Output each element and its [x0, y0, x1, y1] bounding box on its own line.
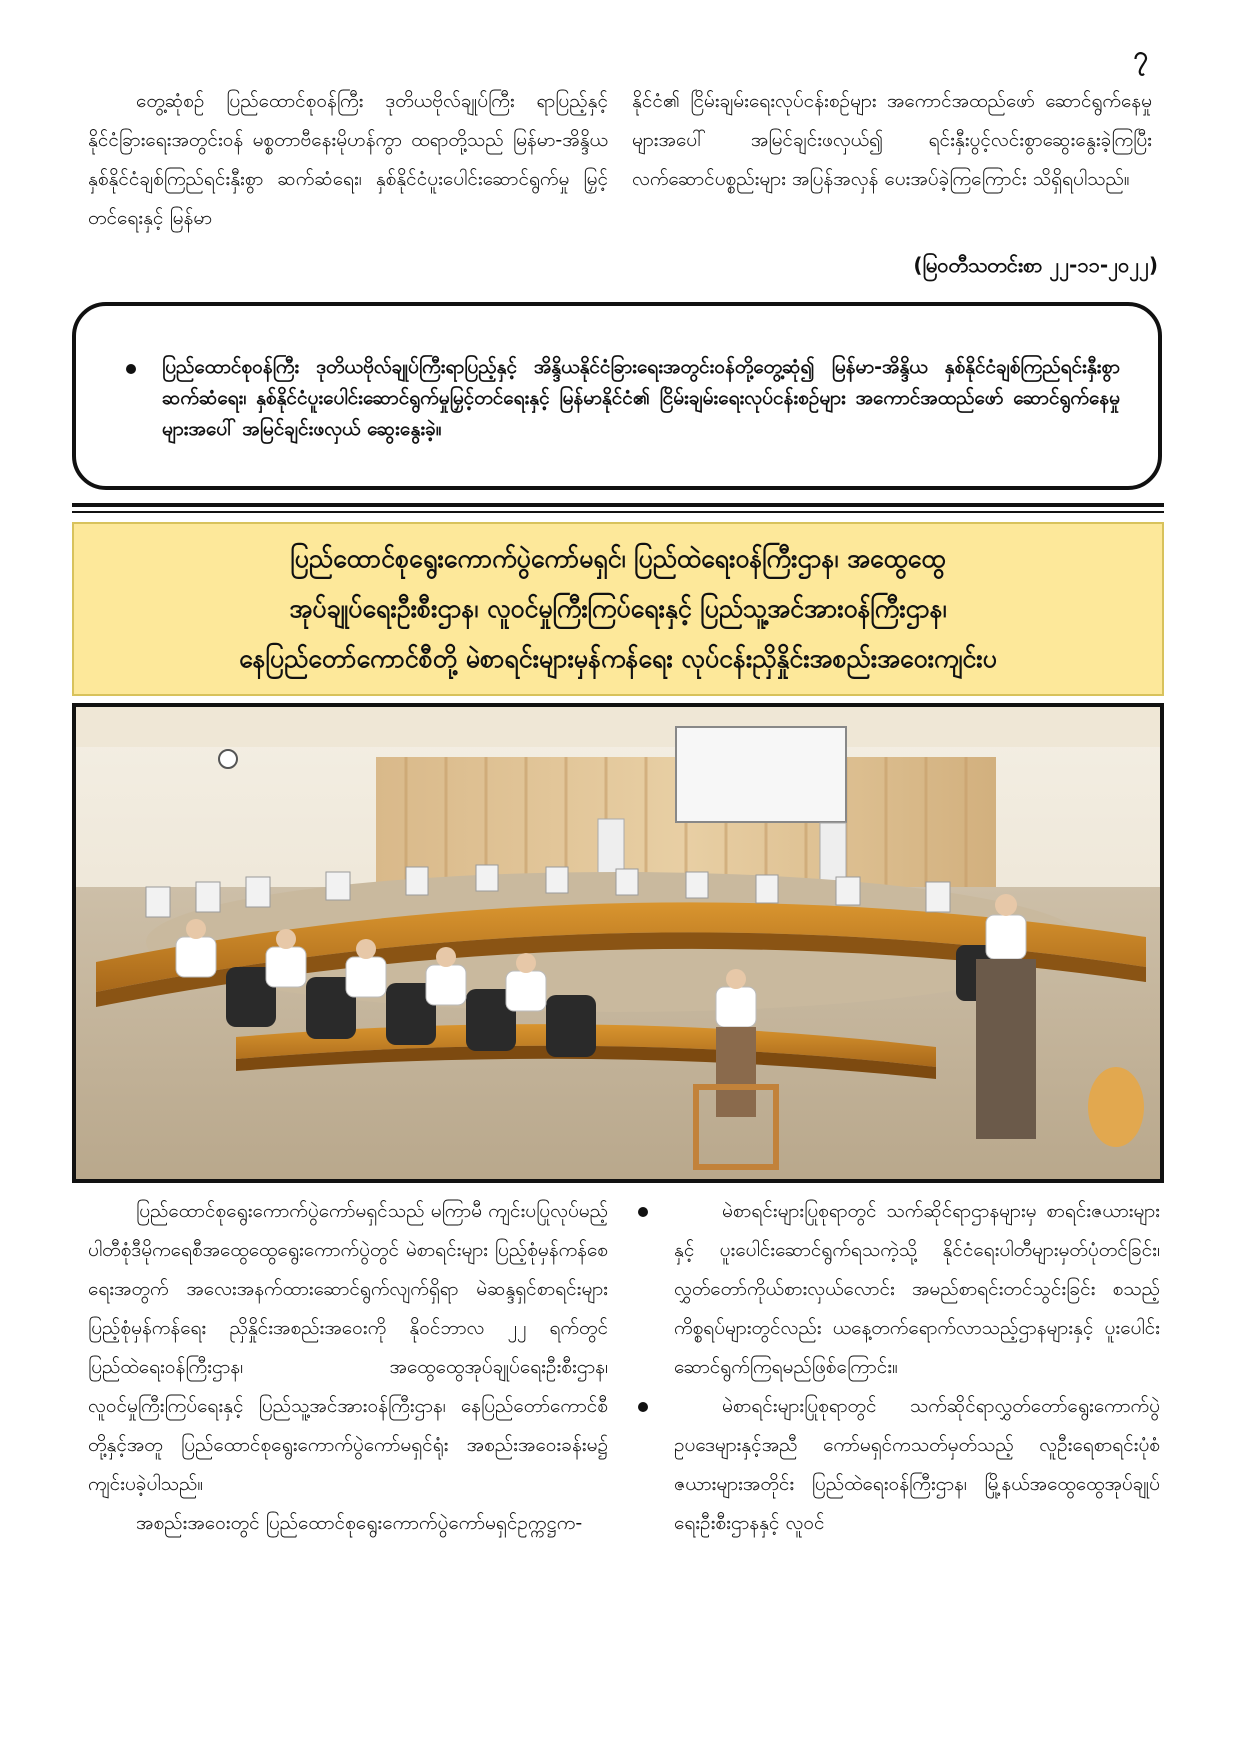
- article-continuation-left: [88, 82, 608, 238]
- article-body-left: [88, 1192, 608, 1543]
- source-citation: (မြဝတီသတင်းစာ ၂၂-၁၁-၂၀၂၂): [913, 253, 1158, 277]
- headline-line-3: နေပြည်တော်ကောင်စီတို့ မဲစာရင်းများမှန်ကန်ရေး လုပ်ငန်းညှိနှိုင်းအစည်းအဝေးကျင်းပ: [239, 644, 997, 673]
- paragraph: တွေ့ဆုံစဉ် ပြည်ထောင်စုဝန်ကြီး ဒုတိယဗိုလ်ချုပ်ကြီး ရာပြည့်နှင့် နိုင်ငံခြားရေးအတွင်းဝန် မစ္စတာဗီနေးမိုဟန်ကွာ ထရာတို့သည် မြန်မာ-အိန္ဒိယ နှစ်နိုင်ငံချစ်ကြည်ရင်းနှီးစွာ ဆက်ဆံရေး၊ နှစ်နိုင်ငံပူးပေါင်းဆောင်ရွက်မှု မြှင့်တင်ရေးနှင့် မြန်မာ: [88, 90, 608, 229]
- paragraph: ပြည်ထောင်စုရွေးကောက်ပွဲကော်မရှင်သည် မကြာမီ ကျင်းပပြုလုပ်မည့် ပါတီစုံဒီမိုကရေစီအထွေထွေရွေးကောက်ပွဲတွင် မဲစာရင်းများ ပြည့်စုံမှန်ကန်စေရေးအတွက် အလေးအနက်ထားဆောင်ရွက်လျက်ရှိရာ မဲဆန္ဒရှင်စာရင်းများပြည့်စုံမှန်ကန်ရေး ညှိနှိုင်းအစည်းအဝေးကို နိုဝင်ဘာလ ၂၂ ရက်တွင် ပြည်ထဲရေးဝန်ကြီးဌာန၊ အထွေထွေအုပ်ချုပ်ရေးဦးစီးဌာန၊ လူဝင်မှုကြီးကြပ်ရေးနှင့် ပြည်သူ့အင်အားဝန်ကြီးဌာန၊ နေပြည်တော်ကောင်စီတို့နှင့်အတူ ပြည်ထောင်စုရွေးကောက်ပွဲကော်မရှင်ရုံး အစည်းအဝေးခန်းမ၌ ကျင်းပခဲ့ပါသည်။: [88, 1200, 608, 1495]
- summary-bullet: [136, 352, 1120, 445]
- article-headline: [72, 522, 1164, 696]
- page-number: ၇: [1133, 41, 1148, 71]
- article-continuation-right: [632, 82, 1152, 199]
- divider: [72, 511, 1164, 513]
- paragraph: အစည်းအဝေးတွင် ပြည်ထောင်စုရွေးကောက်ပွဲကော်မရှင်ဥက္ကဋ္ဌက-: [136, 1512, 583, 1534]
- article-body-right: [636, 1192, 1160, 1543]
- summary-text: ပြည်ထောင်စုဝန်ကြီး ဒုတိယဗိုလ်ချုပ်ကြီးရာပြည့်နှင့် အိန္ဒိယနိုင်ငံခြားရေးအတွင်းဝန်တို့တွေ့ဆုံ၍ မြန်မာ-အိန္ဒိယ နှစ်နိုင်ငံချစ်ကြည်ရင်းနှီးစွာဆက်ဆံရေး၊ နှစ်နိုင်ငံပူးပေါင်းဆောင်ရွက်မှုမြှင့်တင်ရေးနှင့် မြန်မာနိုင်ငံ၏ ငြိမ်းချမ်းရေးလုပ်ငန်းစဉ်များ အကောင်အထည်ဖော် ဆောင်ရွက်နေမှုများအပေါ် အမြင်ချင်းဖလှယ် ဆွေးနွေးခဲ့။: [162, 356, 1120, 440]
- bullet-item: မဲစာရင်းများပြုစုရာတွင် သက်ဆိုင်ရာလွှတ်တော်ရွေးကောက်ပွဲဥပဒေများနှင့်အညီ ကော်မရှင်ကသတ်မှတ်သည့် လူဦးရေစာရင်းပုံစံဇယားများအတိုင်း ပြည်ထဲရေးဝန်ကြီးဌာန၊ မြို့နယ်အထွေထွေအုပ်ချုပ်ရေးဦးစီးဌာနနှင့် လူဝင်: [636, 1387, 1160, 1543]
- bullet-dot-icon: [126, 364, 136, 374]
- divider: [72, 503, 1164, 507]
- paragraph: နိုင်ငံ၏ ငြိမ်းချမ်းရေးလုပ်ငန်းစဉ်များ အကောင်အထည်ဖော် ဆောင်ရွက်နေမှုများအပေါ် အမြင်ချင်းဖလှယ်၍ ရင်းနှီးပွင့်လင်းစွာဆွေးနွေးခဲ့ကြပြီး လက်ဆောင်ပစ္စည်းများ အပြန်အလှန် ပေးအပ်ခဲ့ကြကြောင်း သိရှိရပါသည်။: [632, 90, 1152, 190]
- bullet-item: မဲစာရင်းများပြုစုရာတွင် သက်ဆိုင်ရာဌာနများမှ စာရင်းဇယားများနှင့် ပူးပေါင်းဆောင်ရွက်ရသကဲ့သို့ နိုင်ငံရေးပါတီများမှတ်ပုံတင်ခြင်း၊ လွှတ်တော်ကိုယ်စားလှယ်လောင်း အမည်စာရင်းတင်သွင်းခြင်း စသည့်ကိစ္စရပ်များတွင်လည်း ယနေ့တက်ရောက်လာသည့်ဌာနများနှင့် ပူးပေါင်းဆောင်ရွက်ကြရမည်ဖြစ်ကြောင်း။: [636, 1192, 1160, 1387]
- meeting-photo: [72, 703, 1164, 1183]
- summary-box: [72, 302, 1162, 490]
- headline-line-1: ပြည်ထောင်စုရွေးကောက်ပွဲကော်မရှင်၊ ပြည်ထဲရေးဝန်ကြီးဌာန၊ အထွေထွေ: [290, 544, 946, 573]
- headline-line-2: အုပ်ချုပ်ရေးဦးစီးဌာန၊ လူဝင်မှုကြီးကြပ်ရေးနှင့် ပြည်သူ့အင်အားဝန်ကြီးဌာန၊: [289, 594, 947, 623]
